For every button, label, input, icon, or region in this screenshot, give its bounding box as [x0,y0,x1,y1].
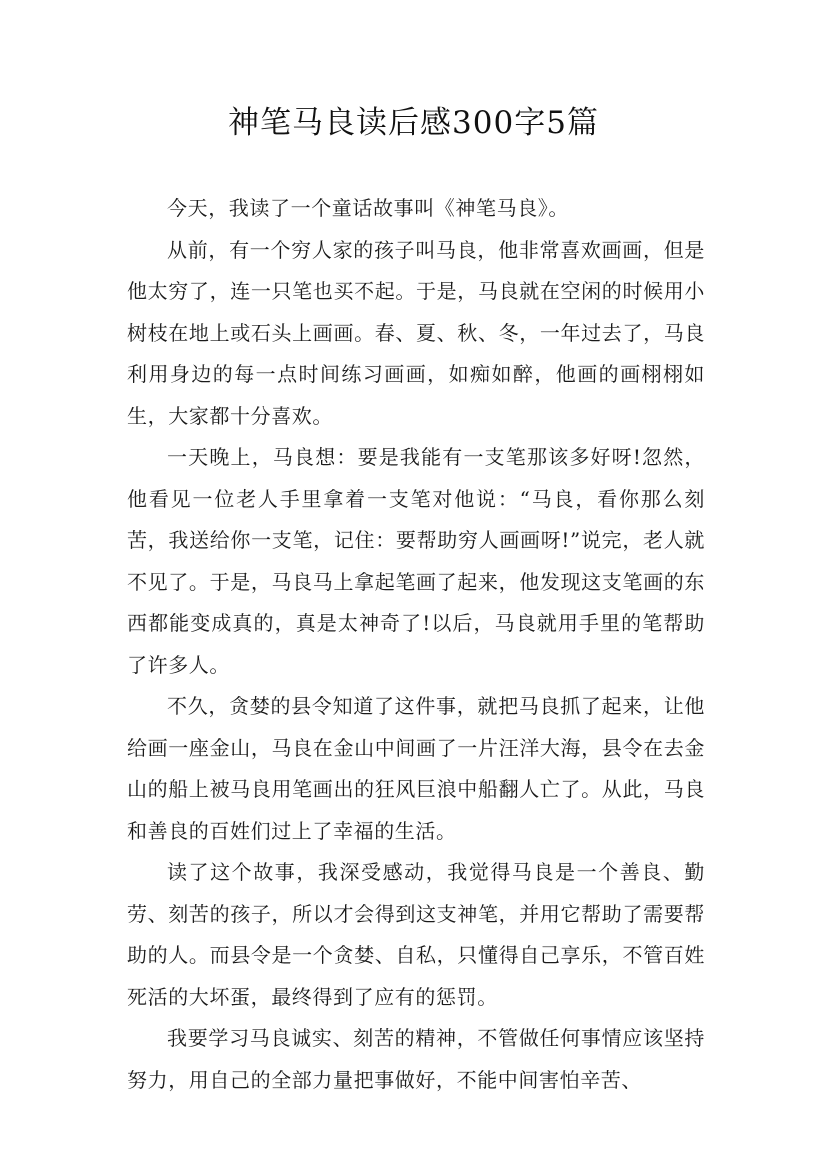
paragraph-3: 一天晚上，马良想：要是我能有一支笔那该多好呀!忽然，他看见一位老人手里拿着一支笔对他说：“马良，看你那么刻苦，我送给你一支笔，记住：要帮助穷人画画呀!”说完，老人就不见了。于是，马良马上拿起笔画了起来，他发现这支笔画的东西都能变成真的，真是太神奇了!以后，马良就用手里的笔帮助了许多人。 [127,445,705,677]
paragraph-6: 我要学习马良诚实、刻苦的精神，不管做任何事情应该坚持努力，用自己的全部力量把事做好，不能中间害怕辛苦、 [127,1026,705,1092]
paragraph-2: 从前，有一个穷人家的孩子叫马良，他非常喜欢画画，但是他太穷了，连一只笔也买不起。于是，马良就在空闲的时候用小树枝在地上或石头上画画。春、夏、秋、冬，一年过去了，马良利用身边的每一点时间练习画画，如痴如醉，他画的画栩栩如生，大家都十分喜欢。 [127,237,705,428]
paragraph-5: 读了这个故事，我深受感动，我觉得马良是一个善良、勤劳、刻苦的孩子，所以才会得到这支神笔，并用它帮助了需要帮助的人。而县令是一个贪婪、自私，只懂得自己享乐，不管百姓死活的大坏蛋，最终得到了应有的惩罚。 [127,860,705,1009]
document-title: 神笔马良读后感300字5篇 [228,105,599,141]
paragraph-1: 今天，我读了一个童话故事叫《神笔马良》。 [167,196,569,220]
document-body [127,188,705,1101]
paragraph-4: 不久，贪婪的县令知道了这件事，就把马良抓了起来，让他给画一座金山，马良在金山中间画了一片汪洋大海，县令在去金山的船上被马良用笔画出的狂风巨浪中船翻人亡了。从此，马良和善良的百姓们过上了幸福的生活。 [127,694,705,843]
